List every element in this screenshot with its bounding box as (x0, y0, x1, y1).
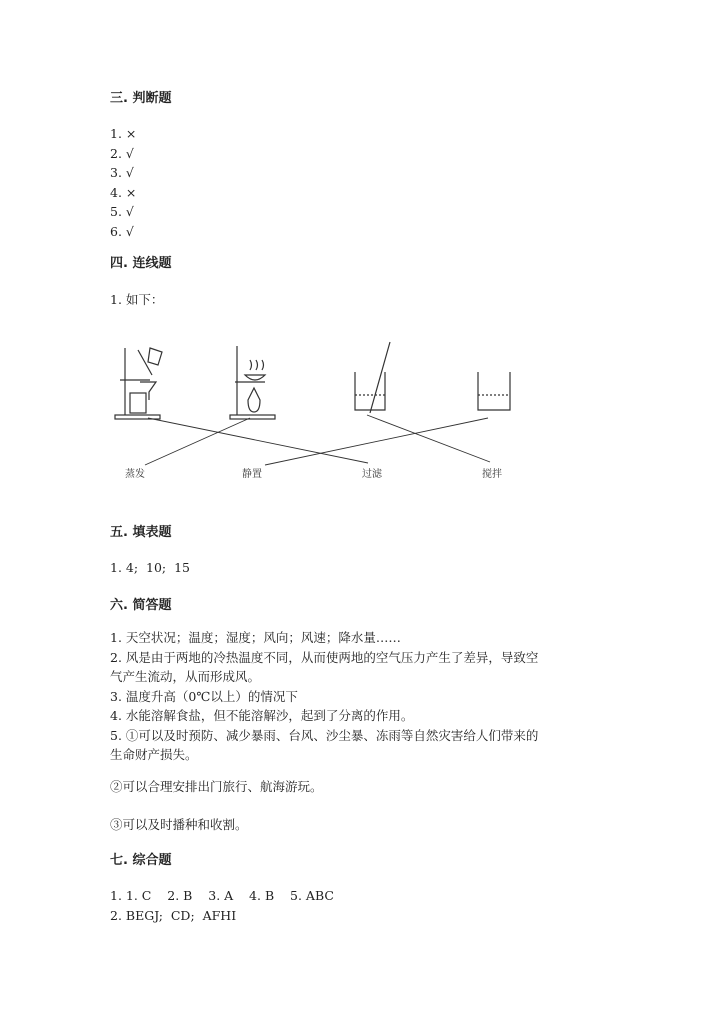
answer-line: 6. √ (110, 223, 134, 239)
answer-line: ③可以及时播种和收割。 (110, 817, 248, 832)
answer-line: 1. 天空状况；温度；湿度；风向；风速；降水量…… (110, 630, 401, 645)
answer-line: 气产生流动，从而形成风。 (110, 669, 261, 684)
section-heading-judgement: 三. 判断题 (110, 91, 172, 106)
label-settling: 静置 (242, 469, 262, 480)
short-answers (110, 628, 538, 765)
answer-line: ②可以合理安排出门旅行、航海游玩。 (110, 779, 323, 794)
judgement-answers (110, 124, 136, 241)
section-heading-short-answer: 六. 简答题 (110, 598, 172, 613)
label-evaporation: 蒸发 (125, 469, 145, 480)
answer-line: 5. √ (110, 204, 134, 219)
section-heading-comprehensive: 七. 综合题 (110, 853, 172, 868)
answer-line: 生命财产损失。 (110, 747, 198, 762)
stirring-beaker-icon (355, 342, 390, 413)
filtration-apparatus-icon (115, 348, 162, 419)
evaporation-apparatus-icon (230, 346, 275, 419)
answer-line: 1. 4; 10; 15 (110, 560, 190, 575)
match-line (148, 418, 368, 463)
matching-diagram (100, 330, 520, 490)
section-heading-matching: 四. 连线题 (110, 256, 172, 271)
answer-line: 2. 风是由于两地的冷热温度不同，从而使两地的空气压力产生了差异，导致空 (110, 649, 539, 665)
match-line (145, 418, 250, 465)
match-line (367, 415, 490, 462)
section-heading-fill-table: 五. 填表题 (110, 525, 172, 540)
answer-line: 1. × (110, 126, 137, 141)
settling-beaker-icon (478, 372, 510, 410)
answer-line: 3. √ (110, 165, 134, 180)
answer-line: 2. √ (110, 145, 134, 161)
answer-line: 2. BEGJ; CD; AFHI (110, 907, 237, 923)
match-line (265, 418, 488, 465)
comprehensive-answers (110, 886, 334, 925)
label-stirring: 搅拌 (482, 469, 502, 480)
answer-line: 5. ①可以及时预防、减少暴雨、台风、沙尘暴、冻雨等自然灾害给人们带来的 (110, 727, 539, 743)
answer-line: 4. × (110, 184, 137, 200)
answer-line: 3. 温度升高（0℃以上）的情况下 (110, 688, 298, 704)
answer-line: 1. 如下： (110, 292, 164, 307)
answer-line: 1. 1. C 2. B 3. A 4. B 5. ABC (110, 888, 334, 903)
answer-line: 4. 水能溶解食盐，但不能溶解沙，起到了分离的作用。 (110, 708, 414, 723)
label-filtration: 过滤 (362, 469, 382, 480)
